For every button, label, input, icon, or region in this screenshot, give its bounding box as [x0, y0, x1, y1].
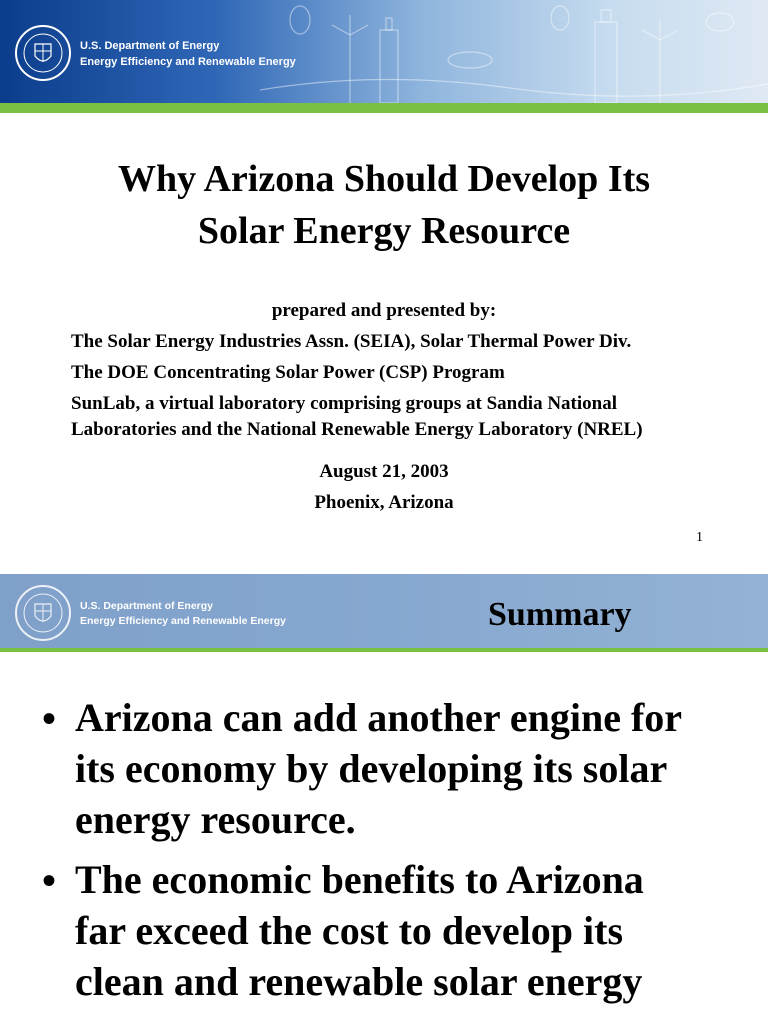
- accent-bar: [0, 648, 768, 652]
- bullet-1-line-3: energy resource.: [75, 797, 356, 842]
- bullet-2-line-3: clean and renewable solar energy: [75, 959, 643, 1004]
- presenter-line-3: SunLab, a virtual laboratory comprising groups at Sandia National: [71, 393, 617, 414]
- presenter-line-4: Laboratories and the National Renewable Energy Laboratory (NREL): [71, 419, 643, 440]
- doe-header-banner: [0, 574, 768, 648]
- bullet-marker: •: [42, 696, 57, 741]
- slide-title-line-2: Solar Energy Resource: [197, 210, 571, 252]
- agency-office: Energy Efficiency and Renewable Energy: [80, 615, 286, 627]
- slide-title: Summary: [488, 596, 632, 633]
- slide-2: [0, 574, 768, 1024]
- doe-header-banner: [0, 0, 768, 103]
- prepared-by-label: prepared and presented by:: [271, 300, 497, 321]
- presenter-line-2: The DOE Concentrating Solar Power (CSP) Program: [71, 362, 505, 383]
- doe-seal-icon: [14, 24, 72, 82]
- bullet-marker: •: [42, 858, 57, 903]
- slide-title-line-1: Why Arizona Should Develop Its: [117, 158, 651, 200]
- doe-seal-icon: [14, 584, 72, 642]
- agency-name: U.S. Department of Energy: [80, 40, 220, 52]
- presenter-line-1: The Solar Energy Industries Assn. (SEIA), Solar Thermal Power Div.: [71, 331, 632, 352]
- bullet-1-line-2: its economy by developing its solar: [75, 746, 668, 791]
- bullet-1-line-1: Arizona can add another engine for: [75, 695, 683, 740]
- presentation-location: Phoenix, Arizona: [314, 492, 454, 513]
- accent-bar: [0, 103, 768, 113]
- energy-illustration-decoration: [260, 0, 768, 103]
- agency-name: U.S. Department of Energy: [80, 600, 214, 612]
- page-number: 1: [696, 530, 703, 545]
- bullet-2-line-2: far exceed the cost to develop its: [75, 908, 624, 953]
- presentation-date: August 21, 2003: [319, 461, 449, 482]
- bullet-2-line-1: The economic benefits to Arizona: [75, 857, 644, 902]
- agency-office: Energy Efficiency and Renewable Energy: [80, 56, 296, 68]
